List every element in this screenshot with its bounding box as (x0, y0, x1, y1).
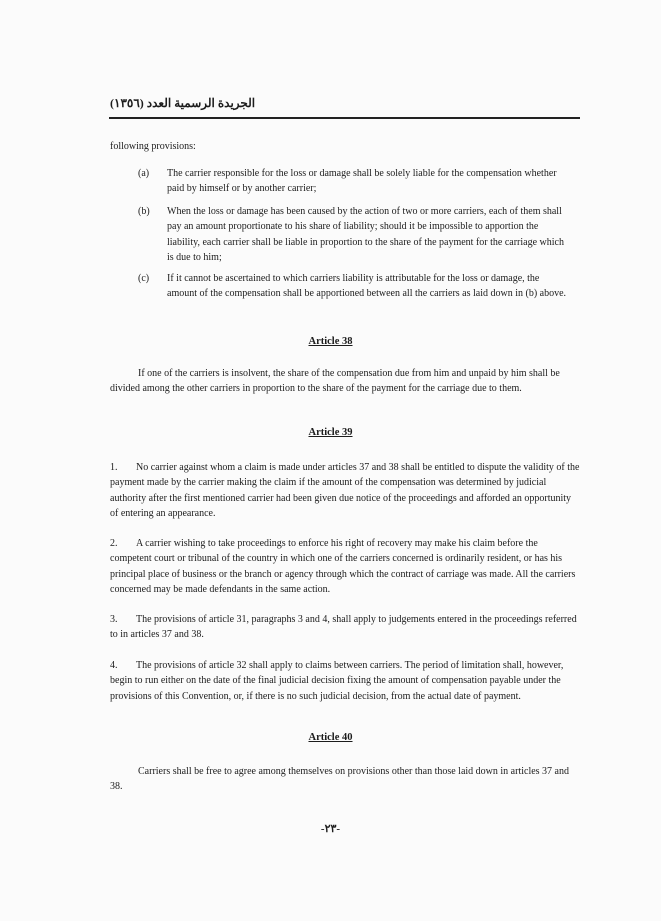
paragraph-text: The provisions of article 31, paragraphs 3 and 4, shall apply to judgements entered in the proceedings referred to in articles 37 and 38. (110, 614, 577, 641)
article-38-text: If one of the carriers is insolvent, the share of the compensation due from him and unpaid by him shall be divided among the other carriers in proportion to the share of the payment for the carriage due to them. (110, 368, 560, 395)
paragraph-number: 3. (110, 614, 118, 625)
provision-c (138, 271, 568, 302)
provision-b (138, 204, 568, 266)
article-39-paragraph-3 (110, 612, 581, 643)
provision-text: When the loss or damage has been caused by the action of two or more carriers, each of them shall pay an amount proportionate to his share of liability; should it be impossible to apportion the liability, each carrier shall be liable in proportion to the share of the payment for the carriage which is due to him; (167, 206, 564, 264)
provision-a (138, 166, 568, 197)
gazette-header-title: الجريدة الرسمية العدد (١٣٥٦) (110, 96, 256, 110)
provision-marker: (b) (138, 206, 150, 217)
provision-marker: (c) (138, 273, 150, 284)
intro-text: following provisions: (110, 141, 196, 152)
article-39-paragraph-4 (110, 658, 581, 704)
article-40-text: Carriers shall be free to agree among themselves on provisions other than those laid down in articles 37 and 38. (110, 766, 569, 793)
paragraph-text: The provisions of article 32 shall apply to claims between carriers. The period of limitation shall, however, begin to run either on the date of the final judicial decision fixing the amount of compensation payable under the provisions of this Convention, or, if there is no such judicial decision, from the actual date of payment. (110, 660, 564, 702)
paragraph-text: No carrier against whom a claim is made under articles 37 and 38 shall be entitled to dispute the validity of the payment made by the carrier making the claim if the amount of the compensation was determined by judicial authority after the first mentioned carrier had been given due notice of the proceedings and afforded an opportunity of entering an appearance. (110, 462, 580, 519)
article-39-paragraph-2 (110, 536, 581, 597)
paragraph-text: A carrier wishing to take proceedings to enforce his right of recovery may make his claim before the competent court or tribunal of the country in which one of the carriers concerned is ordinarily resident, or has his principal place of business or the branch or agency through which the contract of carriage was made. All the carriers concerned may be made defendants in the same action. (110, 538, 576, 595)
article-39-paragraph-1 (110, 460, 581, 521)
page-number: -٢٣- (320, 823, 341, 835)
provision-text: If it cannot be ascertained to which carriers liability is attributable for the loss or damage, the amount of the compensation shall be apportioned between all the carriers as laid down in (b) above. (167, 273, 567, 300)
article-40-title: Article 40 (308, 732, 353, 743)
provision-marker: (a) (138, 168, 150, 179)
paragraph-number: 4. (110, 660, 118, 671)
provision-text: The carrier responsible for the loss or damage shall be solely liable for the compensation whether paid by himself or by another carrier; (167, 168, 557, 195)
article-38-title: Article 38 (308, 336, 353, 347)
header-divider (109, 117, 580, 119)
paragraph-number: 1. (110, 462, 118, 473)
paragraph-number: 2. (110, 538, 118, 549)
article-39-title: Article 39 (308, 427, 353, 438)
